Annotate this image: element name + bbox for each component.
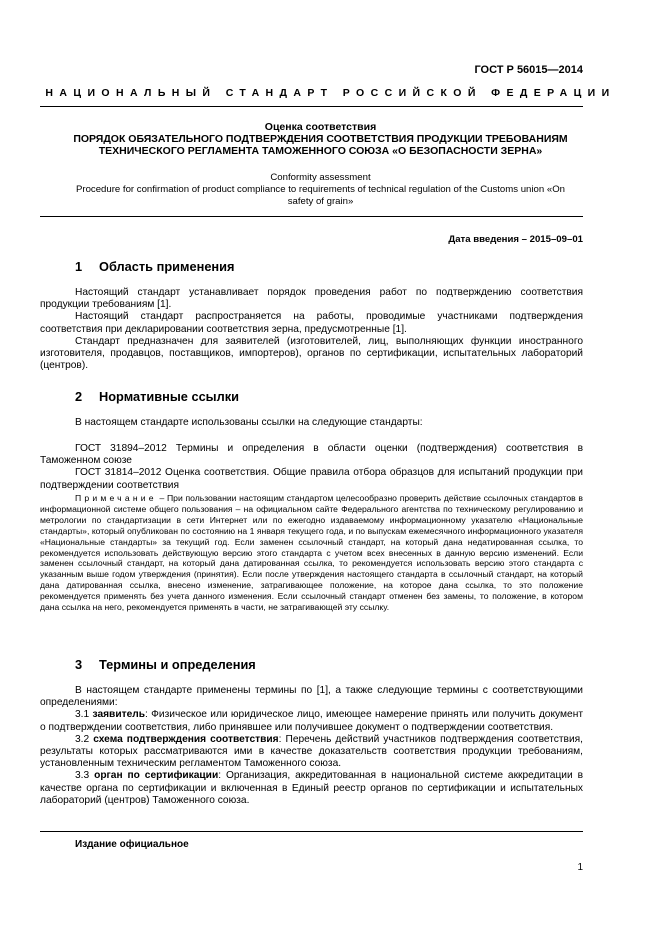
- term-number: 3.2: [75, 733, 90, 745]
- term-number: 3.3: [75, 770, 90, 782]
- section-1-number: 1: [75, 259, 83, 274]
- section-2-intro: [40, 417, 583, 429]
- section-3-heading: [75, 657, 256, 672]
- title-divider: [40, 216, 583, 217]
- note-label: Примечание: [75, 493, 157, 503]
- term-number: 3.1: [75, 709, 90, 721]
- title-ru-line-1: Оценка соответствия: [264, 121, 377, 133]
- official-edition-label: Издание официальное: [75, 839, 189, 850]
- section-1-paragraph: Настоящий стандарт устанавливает порядок проведения работ по подтверждению соответствия продукции требованиям [1].: [40, 287, 583, 311]
- section-1-paragraph: Стандарт предназначен для заявителей (изготовителей, лиц, выполняющих функции иностранного изготовителя, продавцов, поставщиков, импортеров), органов по сертификации, испытательных лабораторий (центров).: [40, 335, 583, 372]
- section-3-title: Термины и определения: [99, 657, 256, 672]
- title-ru-line-3: ТЕХНИЧЕСКОГО РЕГЛАМЕНТА ТАМОЖЕННОГО СОЮЗА «О БЕЗОПАСНОСТИ ЗЕРНА»: [98, 145, 543, 157]
- section-2-heading: [75, 389, 239, 404]
- section-2-intro-text: В настоящем стандарте использованы ссылки на следующие стандарты:: [75, 417, 423, 428]
- section-1-heading: [75, 259, 235, 274]
- footer-divider: [40, 831, 583, 832]
- term-name: схема подтверждения соответствия: [93, 733, 279, 745]
- section-2-number: 2: [75, 389, 83, 404]
- introduction-date: Дата введения – 2015–09–01: [448, 234, 583, 245]
- section-2-references: [40, 443, 583, 492]
- term-definition: [40, 734, 583, 771]
- term-definition: [40, 770, 583, 807]
- note-text: – При пользовании настоящим стандартом целесообразно проверить действие ссылочных стандартов в информационной системе общего пользования – на официальном сайте Федерального агентства по техническому регулированию и метрологии по стандартизации в сети Интернет или по ежегодно издаваемому информационному указателю «Национальные стандарты», который опубликован по состоянию на 1 января текущего года, и по выпускам ежемесячного информационного указателя «Национальные стандарты» за текущий год. Если заменен ссылочный стандарт, на который дана недатированная ссылка, то рекомендуется использовать действующую версию этого стандарта с учетом всех внесенных в данную версию изменений. Если заменен ссылочный стандарт, на который дана датированная ссылка, то рекомендуется использовать версию этого стандарта с указанным выше годом утверждения (принятия). Если после утверждения настоящего стандарта в ссылочный стандарт, на который дана датированная ссылка, внесено изменение, затрагивающее положение, на которое дана ссылка, то это положение рекомендуется применять без учета данного изменения. Если ссылочный стандарт отменен без замены, то положение, в котором дана ссылка на него, рекомендуется применять в части, не затрагивающей эту ссылку.: [40, 493, 583, 613]
- section-1-title: Область применения: [99, 259, 235, 274]
- term-name: заявитель: [92, 709, 145, 721]
- section-1-paragraph: Настоящий стандарт распространяется на работы, проводимые участниками подтверждения соответствия при декларировании соответствия зерна, предусмотренные [1].: [40, 311, 583, 335]
- normative-reference: ГОСТ 31894–2012 Термины и определения в области оценки (подтверждения) соответствия в Таможенном союзе: [40, 443, 583, 467]
- top-divider: [40, 106, 583, 107]
- section-2-title: Нормативные ссылки: [99, 389, 240, 404]
- title-en-line-3: safety of grain»: [287, 196, 354, 207]
- title-english: [30, 172, 611, 208]
- term-text: : Организация, аккредитованная в национальной системе аккредитации в качестве органа по сертификации и включенная в Единый реестр органов по сертификации и испытательных лабораторий (центров) Таможенного союза.: [40, 770, 583, 806]
- normative-reference: ГОСТ 31814–2012 Оценка соответствия. Общие правила отбора образцов для испытаний продукции при подтверждении соответствия: [40, 467, 583, 491]
- section-1-body: [40, 287, 583, 372]
- document-code: ГОСТ Р 56015—2014: [474, 64, 583, 76]
- term-text: : Перечень действий участников подтверждения соответствия, результаты которых рассматриваются ими в качестве доказательств соответствия продукции требованиям, установленным техническим регламентом Таможенного союза.: [40, 733, 583, 770]
- section-3-intro: В настоящем стандарте применены термины по [1], а также следующие термины с соответствующими определениями:: [40, 685, 583, 709]
- section-2-note: [40, 493, 583, 613]
- national-standard-banner: НАЦИОНАЛЬНЫЙ СТАНДАРТ РОССИЙСКОЙ ФЕДЕРАЦИИ: [45, 87, 616, 99]
- section-3-number: 3: [75, 657, 83, 672]
- title-ru-line-2: ПОРЯДОК ОБЯЗАТЕЛЬНОГО ПОДТВЕРЖДЕНИЯ СООТВЕТСТВИЯ ПРОДУКЦИИ ТРЕБОВАНИЯМ: [73, 133, 568, 145]
- title-en-line-1: Conformity assessment: [270, 172, 371, 183]
- term-definition: [40, 709, 583, 733]
- term-name: орган по сертификации: [94, 770, 219, 782]
- term-text: : Физическое или юридическое лицо, имеющее намерение принять или получить документ о подтверждении соответствия, либо принявшее или получившее документ о подтверждении соответствия.: [40, 709, 583, 733]
- title-russian: [30, 121, 611, 157]
- section-3-body: [40, 685, 583, 807]
- page-number: 1: [577, 862, 583, 873]
- title-en-line-2: Procedure for confirmation of product compliance to requirements of technical regulation of the Customs union «On: [75, 184, 565, 195]
